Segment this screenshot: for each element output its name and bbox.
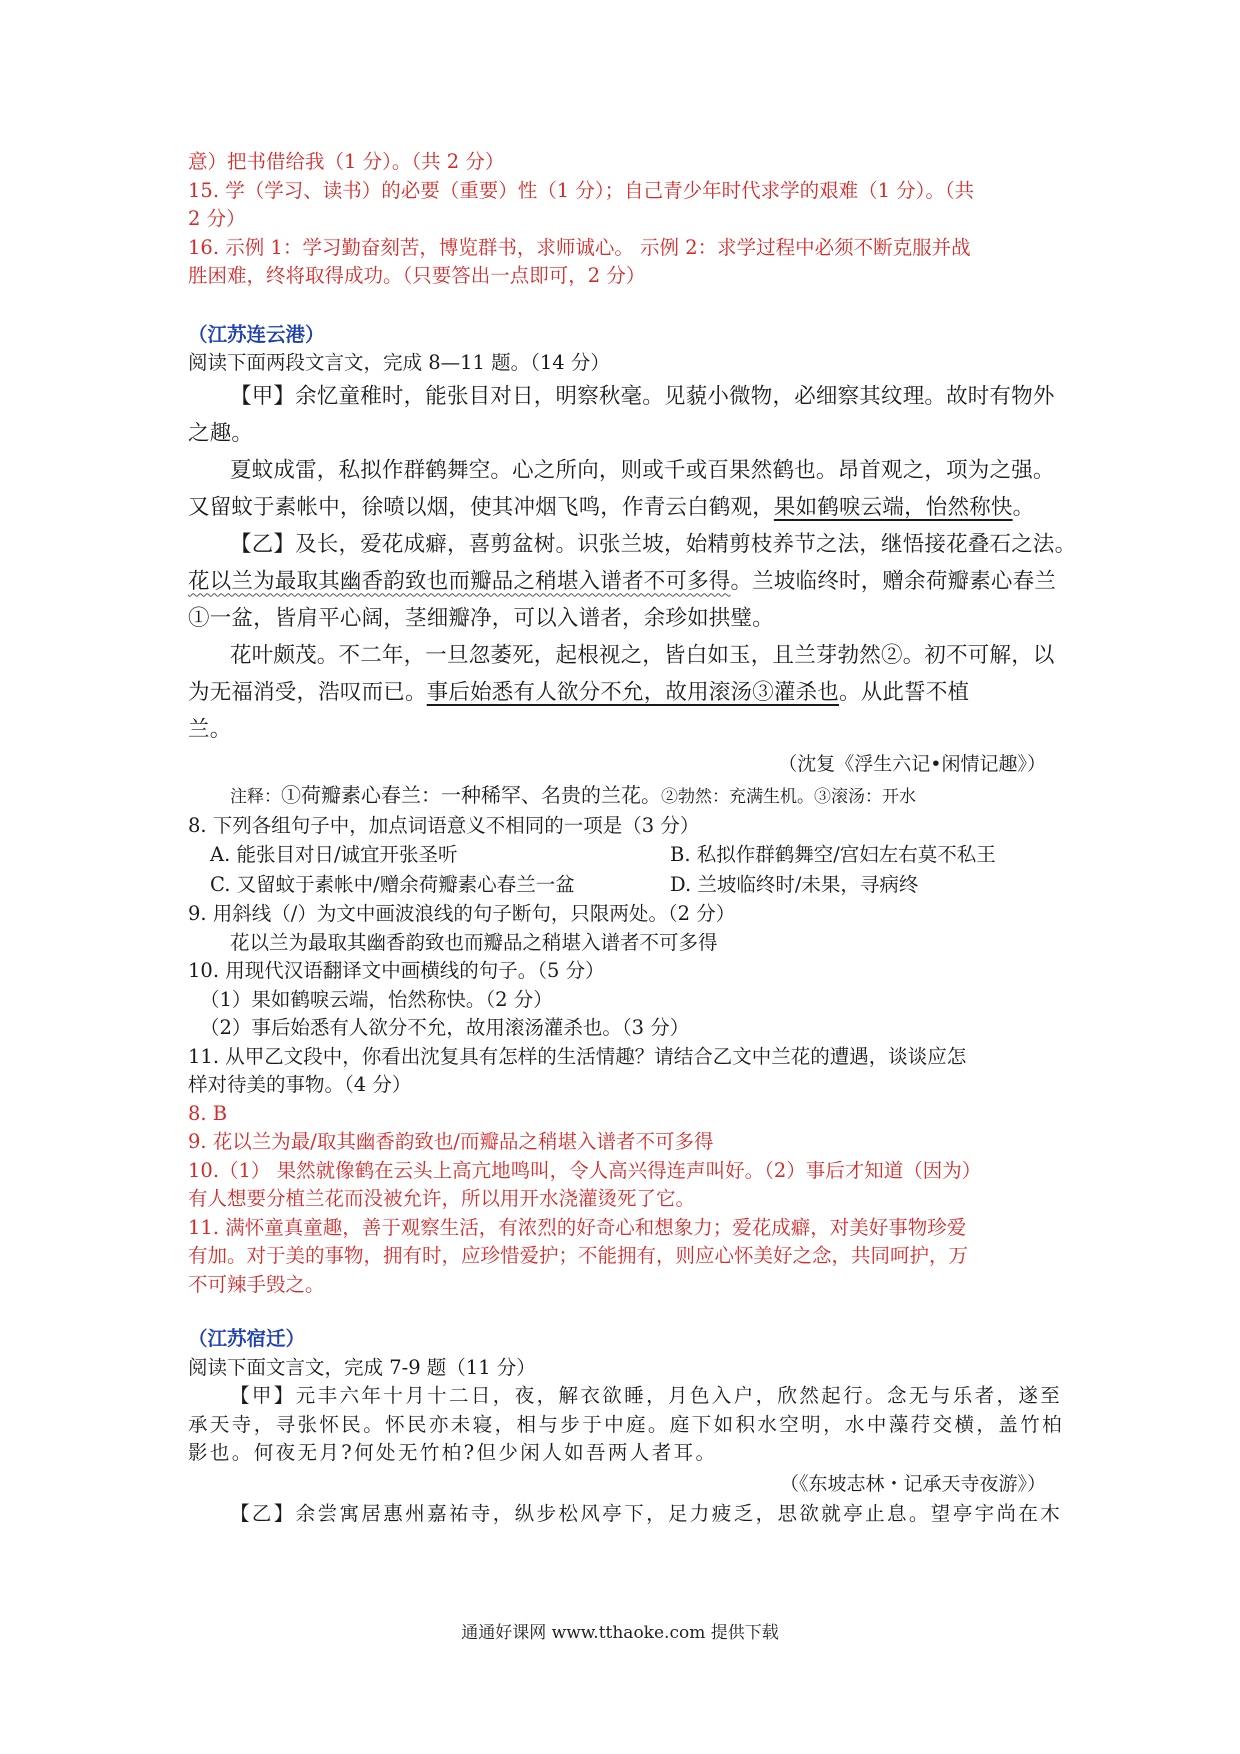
wavy-underlined-sentence: 花以兰为最取其幽香韵致也而瓣品之稍堪入谱者不可多得 [188, 568, 731, 594]
passage-line: 之趣。 [188, 420, 254, 446]
passage-line: 【甲】元丰六年十月十二日，夜，解衣欲睡，月色入户，欣然起行。念无与乐者，遂至 [230, 1384, 1063, 1407]
passage-line [188, 674, 1058, 711]
underlined-sentence: 果如鹤唳云端，怡然称快 [773, 494, 1013, 520]
passage-line: 承天寺，寻张怀民。怀民亦未寝，相与步于中庭。庭下如积水空明，水中藻荇交横，盖竹柏 [188, 1412, 1065, 1436]
section-intro: 阅读下面文言文，完成 7-9 题（11 分） [188, 1355, 536, 1379]
section-source: （江苏宿迁） [188, 1327, 306, 1350]
answer-8: 8. B [188, 1101, 228, 1125]
section-source: （江苏连云港） [188, 322, 325, 346]
answer-11: 有加。对于美的事物，拥有时，应珍惜爱护；不能拥有，则应心怀美好之念，共同呵护，万 [188, 1244, 969, 1267]
question-10-part-2: （2）事后始悉有人欲分不允，故用滚汤灌杀也。（3 分） [200, 1016, 690, 1039]
document-page [188, 148, 1077, 1528]
option-c: C. 又留蚊于素帐中/赠余荷瓣素心春兰一盆 [210, 873, 575, 896]
passage-text: 又留蚊于素帐中，徐喷以烟，使其冲烟飞鸣，作青云白鹤观， [188, 494, 774, 520]
option-d: D. 兰坡临终时/未果，寻病终 [670, 873, 919, 896]
passage-line: ①一盆，皆肩平心阔，茎细瓣净，可以入谱者，余珍如拱璧。 [188, 605, 774, 631]
passage-line: 兰。 [188, 716, 232, 742]
underlined-sentence: 事后始悉有人欲分不允，故用滚汤③灌杀也 [426, 679, 840, 705]
passage-line: 花叶颇茂。不二年，一旦忽萎死，起根视之，皆白如玉，且兰芽勃然②。初不可解，以 [230, 642, 1055, 668]
annotation-label: 注释： [230, 786, 281, 807]
option-a: A. 能张目对日/诚宜开张圣听 [210, 843, 458, 866]
passage-line [188, 563, 1058, 600]
question-10: 10. 用现代汉语翻译文中画横线的句子。（5 分） [188, 959, 605, 982]
answer-line: 2 分） [188, 207, 246, 230]
passage-line: 【甲】余忆童稚时，能张目对日，明察秋毫。见藐小微物，必细察其纹理。故时有物外 [230, 383, 1055, 409]
passage-line: 影也。何夜无月?何处无竹柏?但少闲人如吾两人者耳。 [188, 1441, 718, 1464]
answer-11: 11. 满怀童真童趣，善于观察生活，有浓烈的好奇心和想象力；爱花成癖，对美好事物珍爱 [188, 1215, 967, 1239]
question-9: 9. 用斜线（/）为文中画波浪线的句子断句，只限两处。（2 分） [188, 902, 736, 925]
previous-answers [188, 148, 1058, 291]
question-8: 8. 下列各组句子中，加点词语意义不相同的一项是（3 分） [188, 813, 700, 837]
citation: （沈复《浮生六记•闲情记趣》） [778, 752, 1046, 775]
answer-line: 16. 示例 1：学习勤奋刻苦，博览群书，求师诚心。 示例 2：求学过程中必须不断克服并战 [188, 235, 971, 259]
passage-line: 【乙】余尝寓居惠州嘉祐寺，纵步松风亭下，足力疲乏，思欲就亭止息。望亭宇尚在木 [230, 1501, 1063, 1525]
question-11: 11. 从甲乙文段中，你看出沈复具有怎样的生活情趣？请结合乙文中兰花的遭遇，谈谈应怎 [188, 1044, 967, 1068]
passage-text: 为无福消受，浩叹而已。 [188, 679, 427, 705]
option-b: B. 私拟作群鹤舞空/宫妇左右莫不私王 [670, 843, 996, 866]
question-8-options [188, 840, 1058, 870]
passage-line: 夏蚊成雷，私拟作群鹤舞空。心之所向，则或千或百果然鹤也。昂首观之，项为之强。 [230, 457, 1055, 483]
section-lianyungang [188, 321, 1077, 1300]
answer-9: 9. 花以兰为最/取其幽香韵致也/而瓣品之稍堪入谱者不可多得 [188, 1130, 714, 1153]
answers [188, 1100, 1058, 1300]
question-10-part-1: （1）果如鹤唳云端，怡然称快。（2 分） [200, 987, 553, 1011]
passage-line: 【乙】及长，爱花成癖，喜剪盆树。识张兰坡，始精剪枝养节之法，继悟接花叠石之法。 [230, 531, 1077, 557]
passage-text: 。从此誓不植 [839, 679, 970, 705]
answer-line: 胜困难，终将取得成功。（只要答出一点即可，2 分） [188, 264, 646, 287]
question-8-options [188, 870, 1058, 900]
question-11: 样对待美的事物。（4 分） [188, 1073, 412, 1096]
passage-text: 。兰坡临终时，赠余荷瓣素心春兰 [730, 568, 1057, 594]
section-suqian [188, 1325, 1065, 1528]
citation: （《东坡志林・记承天寺夜游》） [779, 1472, 1046, 1495]
answer-line: 15. 学（学习、读书）的必要（重要）性（1 分）；自己青少年时代求学的艰难（1 分）。（共 [188, 178, 975, 202]
answer-line: 意）把书借给我（1 分）。（共 2 分） [188, 150, 505, 173]
footer-watermark: 通通好课网 www.tthaoke.com 提供下载 [461, 1623, 779, 1643]
answer-11: 不可辣手毁之。 [188, 1272, 325, 1296]
passage-line [188, 489, 1058, 526]
question-9-sentence: 花以兰为最取其幽香韵致也而瓣品之稍堪入谱者不可多得 [230, 930, 718, 954]
section-intro: 阅读下面两段文言文，完成 8—11 题。（14 分） [188, 351, 610, 374]
answer-10: 10.（1） 果然就像鹤在云头上高亢地鸣叫，令人高兴得连声叫好。（2）事后才知道（因为） [188, 1158, 982, 1182]
annotation-text: ①荷瓣素心春兰：一种稀罕、名贵的兰花。 [281, 782, 661, 807]
passage-text: 。 [1012, 494, 1035, 520]
annotation [188, 780, 1058, 812]
answer-10: 有人想要分植兰花而没被允许，所以用开水浇灌烫死了它。 [188, 1187, 696, 1210]
annotation-text: ②勃然：充满生机。③滚汤：开水 [661, 786, 916, 807]
